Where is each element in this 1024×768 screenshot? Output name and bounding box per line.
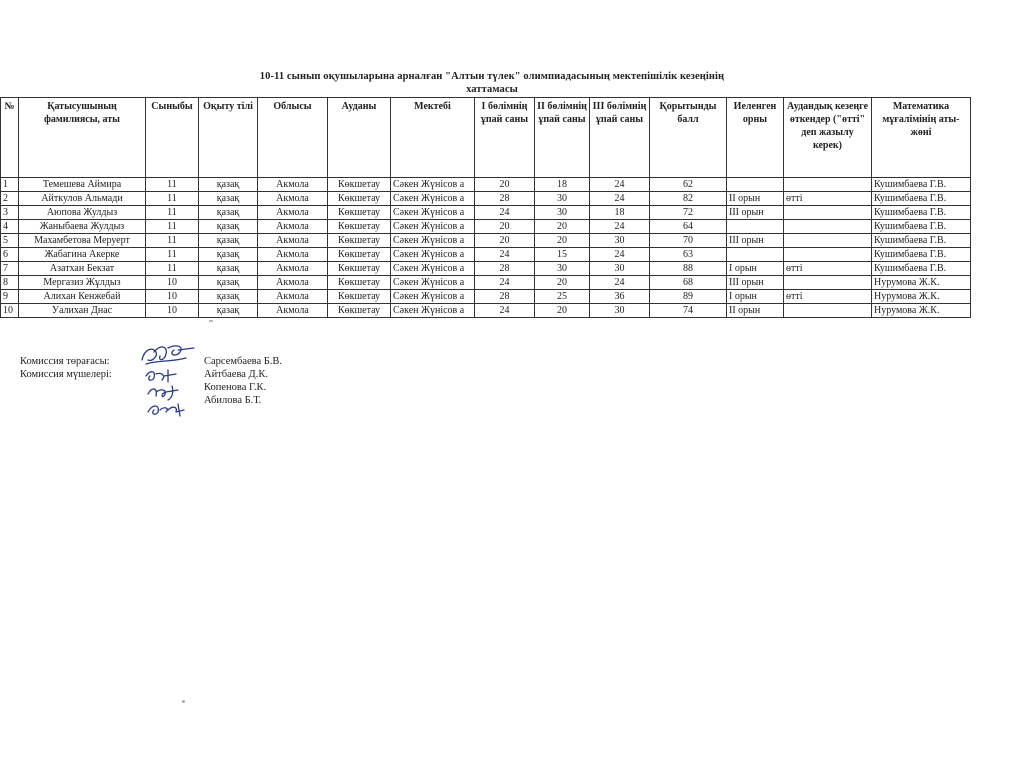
table-row bbox=[1, 178, 971, 192]
cell-advanced bbox=[784, 220, 872, 234]
cell-region: Акмола bbox=[258, 220, 328, 234]
cell-number: 5 bbox=[1, 234, 19, 248]
table-row bbox=[1, 220, 971, 234]
cell-grade: 11 bbox=[146, 220, 199, 234]
cell-advanced bbox=[784, 206, 872, 220]
cell-teacher: Кушимбаева Г.В. bbox=[872, 234, 971, 248]
cell-number: 9 bbox=[1, 290, 19, 304]
cell-total: 64 bbox=[650, 220, 727, 234]
cell-part1: 24 bbox=[475, 276, 535, 290]
cell-teacher: Кушимбаева Г.В. bbox=[872, 248, 971, 262]
scan-speck bbox=[182, 700, 185, 703]
cell-teacher: Нурумова Ж.К. bbox=[872, 304, 971, 318]
cell-region: Акмола bbox=[258, 248, 328, 262]
cell-part3: 18 bbox=[590, 206, 650, 220]
cell-language: қазақ bbox=[199, 248, 258, 262]
cell-part3: 24 bbox=[590, 248, 650, 262]
cell-participant: Азатхан Бекзат bbox=[19, 262, 146, 276]
cell-participant: Уалихан Днас bbox=[19, 304, 146, 318]
handwritten-signature-icon bbox=[138, 340, 198, 422]
cell-school: Сәкен Жүнісов а bbox=[391, 248, 475, 262]
cell-school: Сәкен Жүнісов а bbox=[391, 178, 475, 192]
cell-teacher: Кушимбаева Г.В. bbox=[872, 206, 971, 220]
header-advanced: Аудандық кезеңге өткендер ("өтті" деп жазылу керек) bbox=[784, 98, 872, 178]
cell-language: қазақ bbox=[199, 206, 258, 220]
commission-member-name: Копенова Г.К. bbox=[204, 382, 267, 393]
header-participant: Қатысушының фамилиясы, аты bbox=[19, 98, 146, 178]
header-part3: ІІІ бөлімнің ұпай саны bbox=[590, 98, 650, 178]
cell-district: Көкшетау bbox=[328, 192, 391, 206]
cell-advanced bbox=[784, 248, 872, 262]
cell-region: Акмола bbox=[258, 304, 328, 318]
cell-teacher: Нурумова Ж.К. bbox=[872, 276, 971, 290]
header-number: № bbox=[1, 98, 19, 178]
cell-total: 89 bbox=[650, 290, 727, 304]
commission-chair-name: Сарсембаева Б.В. bbox=[204, 356, 283, 367]
cell-grade: 11 bbox=[146, 206, 199, 220]
cell-school: Сәкен Жүнісов а bbox=[391, 290, 475, 304]
cell-number: 7 bbox=[1, 262, 19, 276]
cell-participant: Айткулов Альмади bbox=[19, 192, 146, 206]
cell-grade: 10 bbox=[146, 276, 199, 290]
cell-part2: 18 bbox=[535, 178, 590, 192]
cell-place bbox=[727, 220, 784, 234]
commission-member-name: Абилова Б.Т. bbox=[204, 395, 262, 406]
cell-teacher: Кушимбаева Г.В. bbox=[872, 178, 971, 192]
cell-part1: 24 bbox=[475, 248, 535, 262]
commission-member-name: Айтбаева Д.К. bbox=[204, 369, 268, 380]
document-title bbox=[0, 70, 984, 96]
cell-district: Көкшетау bbox=[328, 178, 391, 192]
cell-language: қазақ bbox=[199, 262, 258, 276]
cell-number: 8 bbox=[1, 276, 19, 290]
cell-district: Көкшетау bbox=[328, 290, 391, 304]
table-row bbox=[1, 290, 971, 304]
results-table bbox=[0, 97, 971, 318]
cell-place: ІІІ орын bbox=[727, 234, 784, 248]
cell-teacher: Кушимбаева Г.В. bbox=[872, 262, 971, 276]
cell-number: 6 bbox=[1, 248, 19, 262]
cell-school: Сәкен Жүнісов а bbox=[391, 234, 475, 248]
header-teacher: Математика мұғалімінің аты-жөні bbox=[872, 98, 971, 178]
cell-teacher: Кушимбаева Г.В. bbox=[872, 192, 971, 206]
cell-advanced: өтті bbox=[784, 192, 872, 206]
cell-part1: 28 bbox=[475, 192, 535, 206]
cell-part1: 20 bbox=[475, 220, 535, 234]
cell-school: Сәкен Жүнісов а bbox=[391, 304, 475, 318]
cell-part2: 20 bbox=[535, 304, 590, 318]
cell-district: Көкшетау bbox=[328, 248, 391, 262]
cell-language: қазақ bbox=[199, 220, 258, 234]
header-district: Ауданы bbox=[328, 98, 391, 178]
cell-place bbox=[727, 248, 784, 262]
cell-language: қазақ bbox=[199, 234, 258, 248]
cell-advanced: өтті bbox=[784, 290, 872, 304]
cell-part2: 30 bbox=[535, 192, 590, 206]
cell-district: Көкшетау bbox=[328, 262, 391, 276]
cell-total: 62 bbox=[650, 178, 727, 192]
cell-school: Сәкен Жүнісов а bbox=[391, 276, 475, 290]
cell-school: Сәкен Жүнісов а bbox=[391, 262, 475, 276]
header-language: Оқыту тілі bbox=[199, 98, 258, 178]
cell-part1: 28 bbox=[475, 262, 535, 276]
title-line-2: хаттамасы bbox=[466, 84, 518, 95]
cell-district: Көкшетау bbox=[328, 276, 391, 290]
cell-advanced bbox=[784, 178, 872, 192]
cell-school: Сәкен Жүнісов а bbox=[391, 192, 475, 206]
cell-region: Акмола bbox=[258, 290, 328, 304]
cell-advanced bbox=[784, 234, 872, 248]
cell-place: ІІ орын bbox=[727, 192, 784, 206]
table-row bbox=[1, 304, 971, 318]
table-row bbox=[1, 234, 971, 248]
cell-total: 68 bbox=[650, 276, 727, 290]
cell-participant: Жабагина Акерке bbox=[19, 248, 146, 262]
header-grade: Сыныбы bbox=[146, 98, 199, 178]
cell-part2: 25 bbox=[535, 290, 590, 304]
cell-total: 70 bbox=[650, 234, 727, 248]
cell-total: 72 bbox=[650, 206, 727, 220]
cell-language: қазақ bbox=[199, 178, 258, 192]
header-place: Иеленген орны bbox=[727, 98, 784, 178]
cell-grade: 10 bbox=[146, 304, 199, 318]
table-row bbox=[1, 206, 971, 220]
cell-part3: 30 bbox=[590, 262, 650, 276]
cell-part1: 24 bbox=[475, 206, 535, 220]
cell-advanced bbox=[784, 276, 872, 290]
cell-part2: 30 bbox=[535, 262, 590, 276]
cell-total: 82 bbox=[650, 192, 727, 206]
cell-part1: 20 bbox=[475, 178, 535, 192]
cell-region: Акмола bbox=[258, 262, 328, 276]
header-school: Мектебі bbox=[391, 98, 475, 178]
cell-total: 88 bbox=[650, 262, 727, 276]
cell-number: 2 bbox=[1, 192, 19, 206]
cell-region: Акмола bbox=[258, 234, 328, 248]
cell-grade: 11 bbox=[146, 178, 199, 192]
title-line-1: 10-11 сынып оқушыларына арналған "Алтын түлек" олимпиадасының мектепішілік кезеңінің bbox=[259, 71, 725, 82]
cell-region: Акмола bbox=[258, 206, 328, 220]
cell-district: Көкшетау bbox=[328, 220, 391, 234]
cell-region: Акмола bbox=[258, 276, 328, 290]
cell-part2: 15 bbox=[535, 248, 590, 262]
cell-advanced: өтті bbox=[784, 262, 872, 276]
cell-advanced bbox=[784, 304, 872, 318]
cell-part2: 20 bbox=[535, 220, 590, 234]
table-header-row bbox=[1, 98, 971, 178]
cell-part2: 20 bbox=[535, 276, 590, 290]
cell-part2: 20 bbox=[535, 234, 590, 248]
cell-number: 10 bbox=[1, 304, 19, 318]
cell-participant: Махамбетова Меруерт bbox=[19, 234, 146, 248]
cell-total: 63 bbox=[650, 248, 727, 262]
cell-part2: 30 bbox=[535, 206, 590, 220]
cell-part1: 24 bbox=[475, 304, 535, 318]
header-region: Облысы bbox=[258, 98, 328, 178]
table-row bbox=[1, 262, 971, 276]
cell-place: ІІ орын bbox=[727, 304, 784, 318]
cell-grade: 11 bbox=[146, 262, 199, 276]
table-row bbox=[1, 276, 971, 290]
cell-participant: Алихан Кенжебай bbox=[19, 290, 146, 304]
cell-language: қазақ bbox=[199, 192, 258, 206]
commission-members-label: Комиссия мүшелері: bbox=[20, 369, 112, 380]
cell-part3: 24 bbox=[590, 192, 650, 206]
cell-district: Көкшетау bbox=[328, 234, 391, 248]
scan-speck bbox=[209, 320, 213, 322]
cell-region: Акмола bbox=[258, 178, 328, 192]
cell-part3: 24 bbox=[590, 220, 650, 234]
cell-place: І орын bbox=[727, 262, 784, 276]
cell-teacher: Кушимбаева Г.В. bbox=[872, 220, 971, 234]
cell-participant: Темешева Аймира bbox=[19, 178, 146, 192]
cell-place: І орын bbox=[727, 290, 784, 304]
cell-place bbox=[727, 178, 784, 192]
cell-number: 1 bbox=[1, 178, 19, 192]
cell-number: 3 bbox=[1, 206, 19, 220]
table-row bbox=[1, 248, 971, 262]
cell-school: Сәкен Жүнісов а bbox=[391, 220, 475, 234]
cell-part1: 20 bbox=[475, 234, 535, 248]
cell-place: ІІІ орын bbox=[727, 276, 784, 290]
cell-part1: 28 bbox=[475, 290, 535, 304]
cell-language: қазақ bbox=[199, 276, 258, 290]
cell-language: қазақ bbox=[199, 290, 258, 304]
cell-district: Көкшетау bbox=[328, 206, 391, 220]
cell-part3: 24 bbox=[590, 178, 650, 192]
cell-region: Акмола bbox=[258, 192, 328, 206]
header-total: Қорытынды балл bbox=[650, 98, 727, 178]
header-part1: І бөлімнің ұпай саны bbox=[475, 98, 535, 178]
commission-chair-label: Комиссия төрағасы: bbox=[20, 356, 110, 367]
cell-school: Сәкен Жүнісов а bbox=[391, 206, 475, 220]
cell-participant: Мергазиз Жұлдыз bbox=[19, 276, 146, 290]
cell-grade: 11 bbox=[146, 234, 199, 248]
cell-teacher: Нурумова Ж.К. bbox=[872, 290, 971, 304]
cell-language: қазақ bbox=[199, 304, 258, 318]
cell-part3: 36 bbox=[590, 290, 650, 304]
cell-grade: 11 bbox=[146, 192, 199, 206]
cell-part3: 30 bbox=[590, 304, 650, 318]
cell-district: Көкшетау bbox=[328, 304, 391, 318]
cell-participant: Аюпова Жулдыз bbox=[19, 206, 146, 220]
cell-number: 4 bbox=[1, 220, 19, 234]
cell-grade: 10 bbox=[146, 290, 199, 304]
cell-participant: Жаныбаева Жулдыз bbox=[19, 220, 146, 234]
table-row bbox=[1, 192, 971, 206]
cell-place: ІІІ орын bbox=[727, 206, 784, 220]
cell-grade: 11 bbox=[146, 248, 199, 262]
cell-total: 74 bbox=[650, 304, 727, 318]
cell-part3: 24 bbox=[590, 276, 650, 290]
header-part2: ІІ бөлімнің ұпай саны bbox=[535, 98, 590, 178]
cell-part3: 30 bbox=[590, 234, 650, 248]
